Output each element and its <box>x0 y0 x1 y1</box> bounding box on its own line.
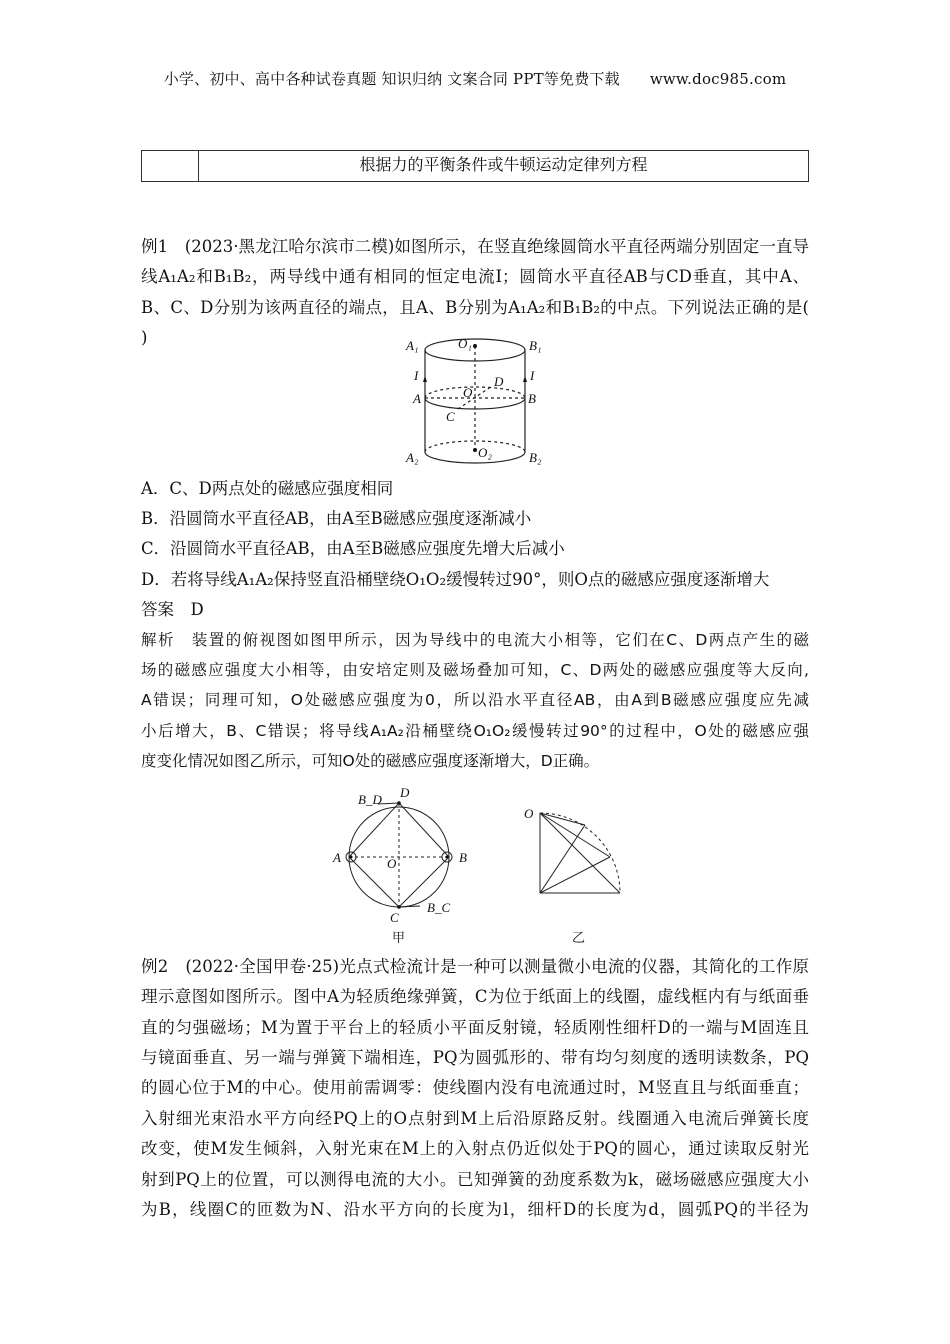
example1-line: 线A₁A₂和B₁B₂，两导线中通有相同的恒定电流I；圆筒水平直径AB与CD垂直，其中A、 <box>141 267 809 286</box>
analysis-line: 小后增大，B、C错误；将导线A₁A₂沿桶壁绕O₁O₂缓慢转过90°的过程中，O处的磁感应强 <box>141 722 809 740</box>
table-empty-cell <box>142 151 199 181</box>
analysis-line: 解析 装置的俯视图如图甲所示，因为导线中的电流大小相等，它们在C、D两点产生的磁 <box>141 631 809 649</box>
label-b1: B₁ <box>529 338 542 353</box>
vector-figures <box>320 780 650 950</box>
page-header <box>0 68 950 89</box>
answer: 答案 D <box>141 600 204 619</box>
label-o-yi: O <box>524 806 534 821</box>
label-d: D <box>400 785 410 800</box>
label-b: B <box>528 391 536 406</box>
example2-line: 例2 (2022·全国甲卷·25)光点式检流计是一种可以测量微小电流的仪器，其简化的工作原 <box>141 957 809 976</box>
label-bc: B_C <box>427 900 451 915</box>
example2-line: 直的匀强磁场；M为置于平台上的轻质小平面反射镜，轻质刚性细杆D的一端与M固连且 <box>141 1018 809 1037</box>
caption-jia: 甲 <box>392 930 406 945</box>
option-c: C．沿圆筒水平直径AB，由A至B磁感应强度先增大后减小 <box>141 539 565 558</box>
cylinder-figure <box>400 330 550 470</box>
table-cell: 根据力的平衡条件或牛顿运动定律列方程 <box>359 155 648 174</box>
label-a: A <box>333 850 341 865</box>
label-bd: B_D <box>358 792 382 807</box>
analysis-line: A错误；同理可知，O处磁感应强度为0，所以沿水平直径AB，由A到B磁感应强度应先减 <box>141 691 809 709</box>
method-table <box>141 150 809 182</box>
example1-line: B、C、D分别为该两直径的端点，且A、B分别为A₁A₂和B₁B₂的中点。下列说法正确的是( <box>141 298 809 317</box>
example2-line: 入射细光束沿水平方向经PQ上的O点射到M上后沿原路反射。线圈通入电流后弹簧长度 <box>141 1109 809 1128</box>
option-b: B．沿圆筒水平直径AB，由A至B磁感应强度逐渐减小 <box>141 509 532 528</box>
label-o: O <box>387 856 397 871</box>
label-i-right: I <box>530 368 535 383</box>
option-d: D．若将导线A₁A₂保持竖直沿桶壁绕O₁O₂缓慢转过90°，则O点的磁感应强度逐渐增大 <box>141 570 770 589</box>
analysis-line: 度变化情况如图乙所示，可知O处的磁感应强度逐渐增大，D正确。 <box>141 752 600 770</box>
label-a2: A₂ <box>406 450 419 465</box>
header-text: 小学、初中、高中各种试卷真题 知识归纳 文案合同 PPT等免费下载 <box>163 70 620 88</box>
label-b: B <box>459 850 467 865</box>
example2-line: 射到PQ上的位置，可以测得电流的大小。已知弹簧的劲度系数为k，磁场磁感应强度大小 <box>141 1170 809 1189</box>
label-c: C <box>390 910 399 925</box>
example1-line: 例1 (2023·黑龙江哈尔滨市二模)如图所示，在竖直绝缘圆筒水平直径两端分别固定一直导 <box>141 237 809 256</box>
label-a: A <box>413 391 421 406</box>
example1-line: ) <box>141 328 148 347</box>
analysis-line: 场的磁感应强度大小相等，由安培定则及磁场叠加可知，C、D两处的磁感应强度等大反向, <box>141 661 809 679</box>
label-d: D <box>494 374 504 389</box>
caption-yi: 乙 <box>572 930 586 945</box>
example2-line: 理示意图如图所示。图中A为轻质绝缘弹簧，C为位于纸面上的线圈，虚线框内有与纸面垂 <box>141 987 809 1006</box>
example2-line: 与镜面垂直、另一端与弹簧下端相连，PQ为圆弧形的、带有均匀刻度的透明读数条，PQ <box>141 1048 809 1067</box>
label-o2: O₂ <box>478 445 492 460</box>
label-o1: O₁ <box>458 336 472 351</box>
label-o: O <box>463 385 473 400</box>
label-c: C <box>446 409 455 424</box>
option-a: A．C、D两点处的磁感应强度相同 <box>141 479 394 498</box>
header-site: www.doc985.com <box>649 70 787 88</box>
example2-line: 为B，线圈C的匝数为N、沿水平方向的长度为l，细杆D的长度为d，圆弧PQ的半径为 <box>141 1200 809 1219</box>
label-b2: B₂ <box>529 450 542 465</box>
label-i-left: I <box>414 368 419 383</box>
label-a1: A₁ <box>406 338 419 353</box>
example2-line: 改变，使M发生倾斜，入射光束在M上的入射点仍近似处于PQ的圆心，通过读取反射光 <box>141 1139 809 1158</box>
example2-line: 的圆心位于M的中心。使用前需调零：使线圈内没有电流通过时，M竖直且与纸面垂直； <box>141 1078 809 1097</box>
